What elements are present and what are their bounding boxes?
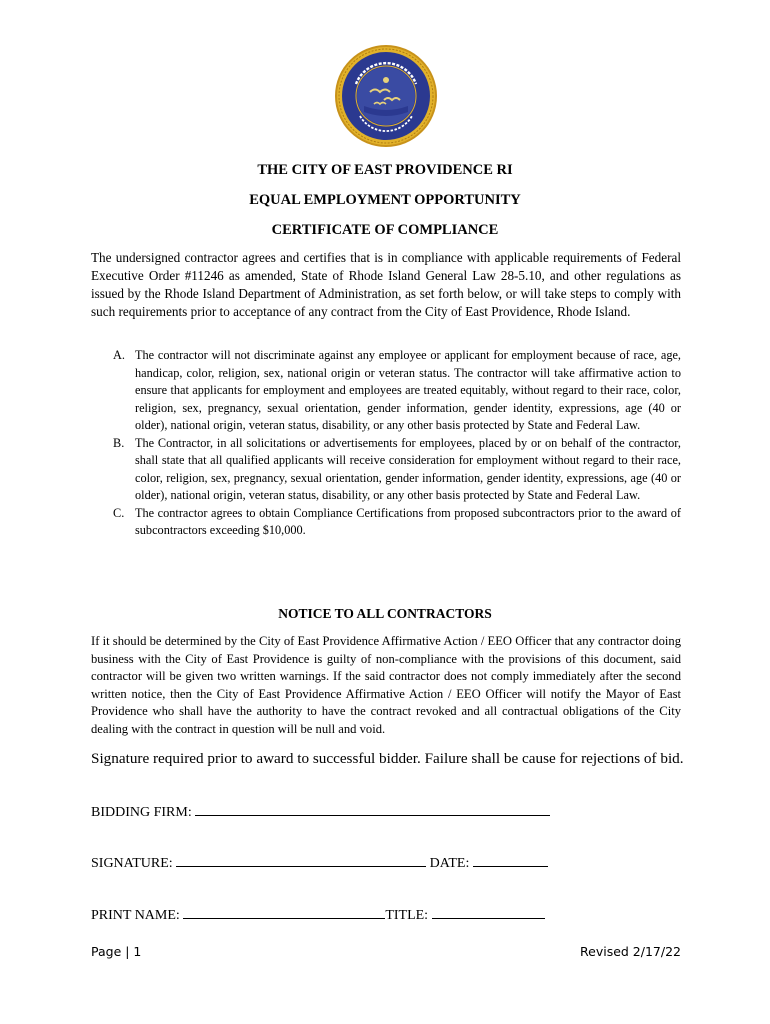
- certificate-title: CERTIFICATE OF COMPLIANCE: [271, 222, 499, 238]
- bidding-firm-field[interactable]: [195, 801, 550, 816]
- seal-center: [357, 67, 415, 125]
- print-name-field[interactable]: [183, 904, 385, 919]
- print-name-row: [91, 904, 545, 925]
- date-field[interactable]: [473, 852, 548, 867]
- notice-title: NOTICE TO ALL CONTRACTORS: [278, 606, 492, 621]
- clause-text: The Contractor, in all solicitations or advertisements for employees, placed by or on behalf of the contractor, shall state that all qualified applicants will receive consideration for employment without regard to their race, color, religion, sex, pregnancy, sexual orientation, gender information, gender identity, expressions, age (40 or older), national origin, veteran status, disability, or any other basis protected by State and Federal Law.: [135, 435, 681, 502]
- title-label: TITLE:: [385, 908, 429, 923]
- clause-letter: A.: [113, 348, 125, 362]
- clause-item: [113, 505, 681, 540]
- signature-row: [91, 852, 548, 873]
- date-label: DATE:: [429, 856, 470, 871]
- intro-paragraph: The undersigned contractor agrees and certifies that is in compliance with applicable requirements of Federal Executive Order #11246 as amended, State of Rhode Island General Law 28-5.10, and other regulations as issued by the Rhode Island Department of Administration, as set forth below, or will take steps to comply with such requirements prior to acceptance of any contract from the City of East Providence, Rhode Island.: [91, 250, 681, 319]
- clause-letter: C.: [113, 505, 125, 520]
- title-field[interactable]: [432, 904, 545, 919]
- print-name-label: PRINT NAME:: [91, 908, 180, 923]
- clause-text: The contractor will not discriminate against any employee or applicant for employment because of race, age, handicap, color, religion, sex, national origin or veteran status. The contractor will take affirmative action to ensure that applicants for employment and employees are treated equitably, without regard to their race, color, religion, sex, pregnancy, sexual orientation, gender information, gender identity, expressions, age (40 or older), national origin, veteran status, disability, or any other basis protected by State and Federal Law.: [135, 348, 681, 432]
- document-subtitle: EQUAL EMPLOYMENT OPPORTUNITY: [249, 192, 521, 208]
- revision-date: Revised 2/17/22: [580, 944, 681, 959]
- clause-item: [113, 347, 681, 435]
- clause-list: [113, 347, 681, 540]
- bidding-firm-row: [91, 801, 550, 822]
- signature-field[interactable]: [176, 852, 426, 867]
- city-seal-logo: [334, 44, 438, 148]
- bidding-firm-label: BIDDING FIRM:: [91, 805, 192, 820]
- signature-label: SIGNATURE:: [91, 856, 173, 871]
- signature-requirement-text: Signature required prior to award to successful bidder. Failure shall be cause for rejections of bid.: [91, 750, 684, 767]
- page-number: Page | 1: [91, 944, 142, 959]
- clause-text: The contractor agrees to obtain Compliance Certifications from proposed subcontractors prior to the award of subcontractors exceeding $10,000.: [135, 505, 681, 537]
- document-title: THE CITY OF EAST PROVIDENCE RI: [257, 162, 513, 178]
- notice-paragraph: If it should be determined by the City of East Providence Affirmative Action / EEO Officer that any contractor doing business with the City of East Providence is guilty of non-compliance with the provisions of this document, said contractor will be given two written warnings. If the said contractor does not comply immediately after the second written notice, then the City of East Providence Affirmative Action / EEO Officer will notify the Mayor of East Providence who shall have the authority to have the contract revoked and all contractual obligations of the City dealing with the contract in question will be null and void.: [91, 634, 681, 736]
- clause-item: [113, 435, 681, 505]
- clause-letter: B.: [113, 435, 125, 450]
